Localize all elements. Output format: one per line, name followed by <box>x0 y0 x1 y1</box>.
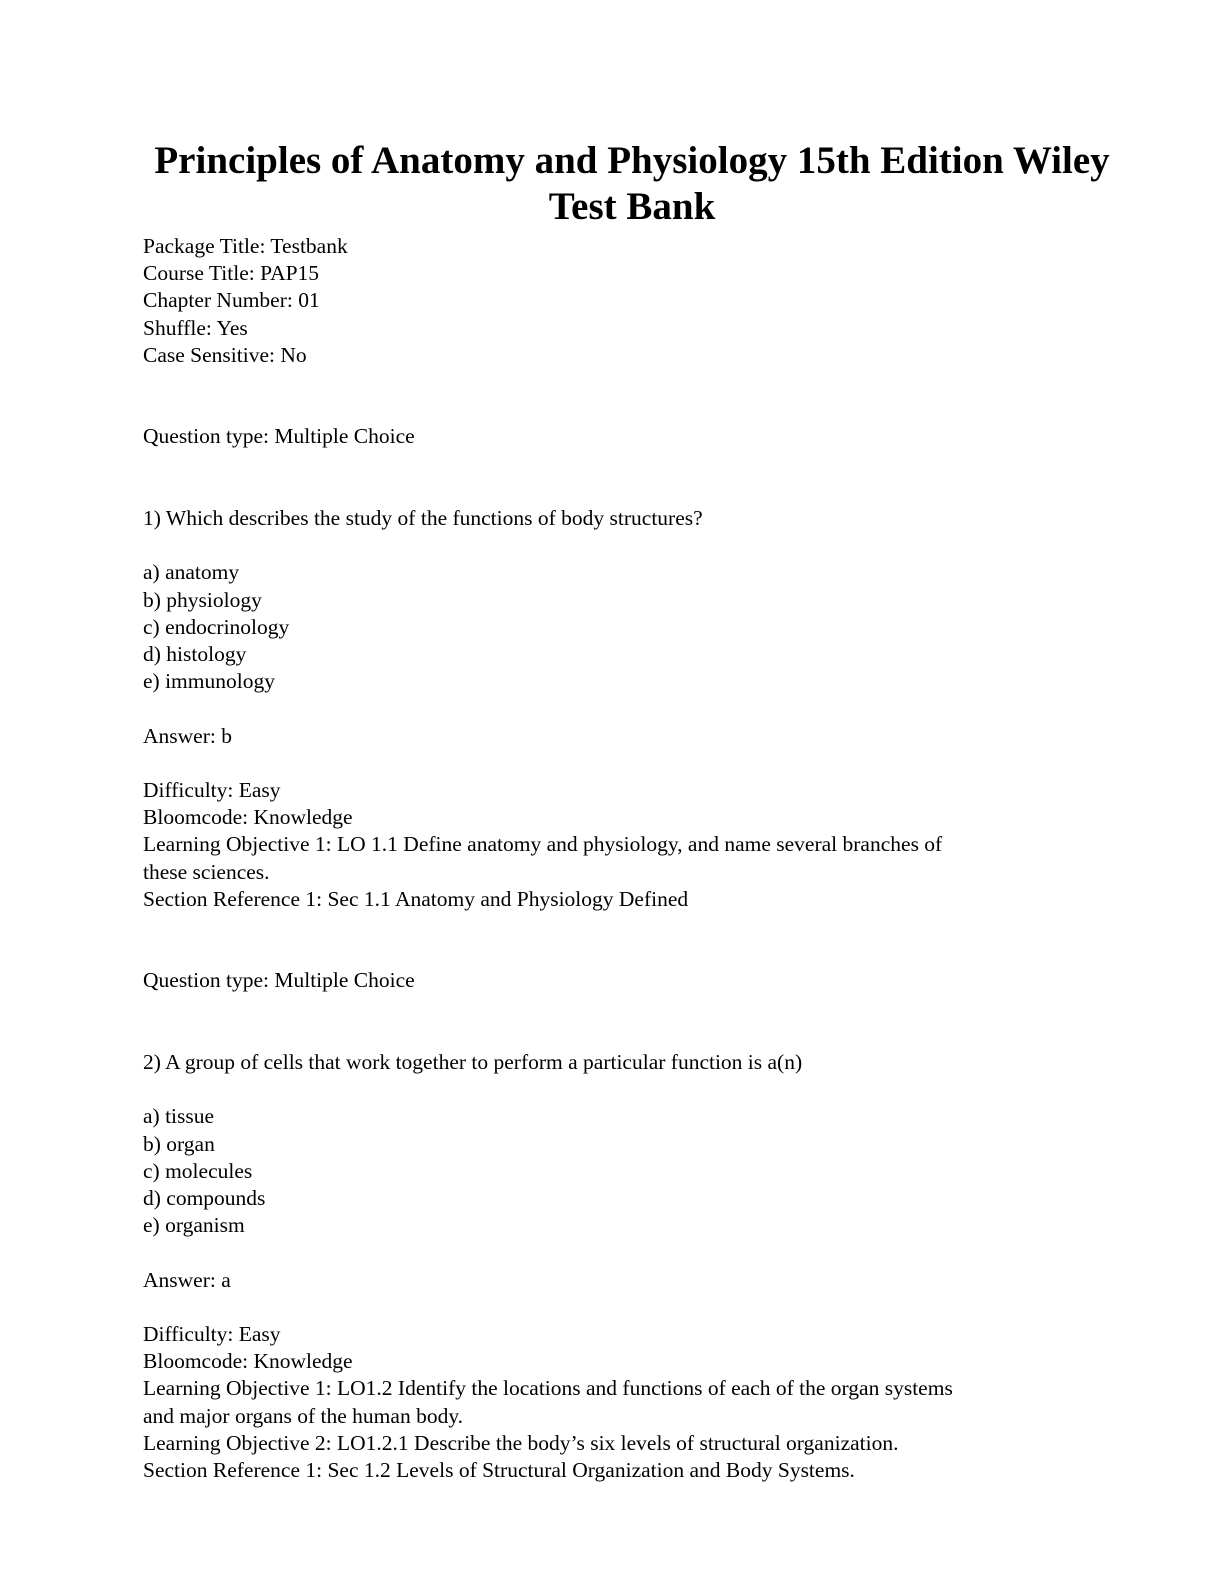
correct-answer: Answer: b <box>143 723 232 748</box>
answer-option: b) physiology <box>143 587 262 612</box>
document-title <box>80 138 1184 230</box>
title-line: Principles of Anatomy and Physiology 15th Edition Wiley <box>154 139 1110 182</box>
answer-options <box>143 1103 1143 1239</box>
package-title: Package Title: Testbank <box>143 234 348 258</box>
question-type: Question type: Multiple Choice <box>143 424 415 449</box>
learning-objective: these sciences. <box>143 859 270 884</box>
question-stem: 2) A group of cells that work together to perform a particular function is a(n) <box>143 1049 803 1074</box>
answer-option: e) immunology <box>143 669 275 694</box>
answer-option: e) organism <box>143 1213 245 1238</box>
learning-objective: Learning Objective 1: LO 1.1 Define anatomy and physiology, and name several branches of <box>143 832 943 857</box>
question-stem: 1) Which describes the study of the functions of body structures? <box>143 506 703 530</box>
difficulty: Difficulty: Easy <box>143 777 281 802</box>
course-title: Course Title: PAP15 <box>143 261 320 286</box>
chapter-number: Chapter Number: 01 <box>143 288 320 313</box>
section-reference: Section Reference 1: Sec 1.1 Anatomy and Physiology Defined <box>143 886 689 911</box>
answer-option: a) anatomy <box>143 560 240 585</box>
learning-objective: Learning Objective 1: LO1.2 Identify the locations and functions of each of the organ systems <box>143 1376 953 1401</box>
document-body <box>143 233 1143 1484</box>
answer-option: c) endocrinology <box>143 614 290 639</box>
case-sensitive-setting: Case Sensitive: No <box>143 342 307 367</box>
learning-objective: and major organs of the human body. <box>143 1403 464 1428</box>
answer-option: d) compounds <box>143 1185 266 1210</box>
title-line: Test Bank <box>548 185 716 228</box>
question-type: Question type: Multiple Choice <box>143 968 415 993</box>
answer-option: c) molecules <box>143 1158 253 1183</box>
difficulty: Difficulty: Easy <box>143 1321 281 1346</box>
shuffle-setting: Shuffle: Yes <box>143 315 248 340</box>
question-block <box>143 967 1143 1484</box>
learning-objective: Learning Objective 2: LO1.2.1 Describe the body’s six levels of structural organization. <box>143 1430 899 1455</box>
answer-option: a) tissue <box>143 1104 215 1129</box>
question-block <box>143 423 1143 913</box>
section-reference: Section Reference 1: Sec 1.2 Levels of Structural Organization and Body Systems. <box>143 1457 855 1482</box>
bloomcode: Bloomcode: Knowledge <box>143 805 353 830</box>
correct-answer: Answer: a <box>143 1267 231 1292</box>
answer-options <box>143 559 1143 695</box>
metadata-block <box>143 233 1143 369</box>
bloomcode: Bloomcode: Knowledge <box>143 1349 353 1374</box>
answer-option: b) organ <box>143 1131 215 1156</box>
answer-option: d) histology <box>143 642 247 666</box>
